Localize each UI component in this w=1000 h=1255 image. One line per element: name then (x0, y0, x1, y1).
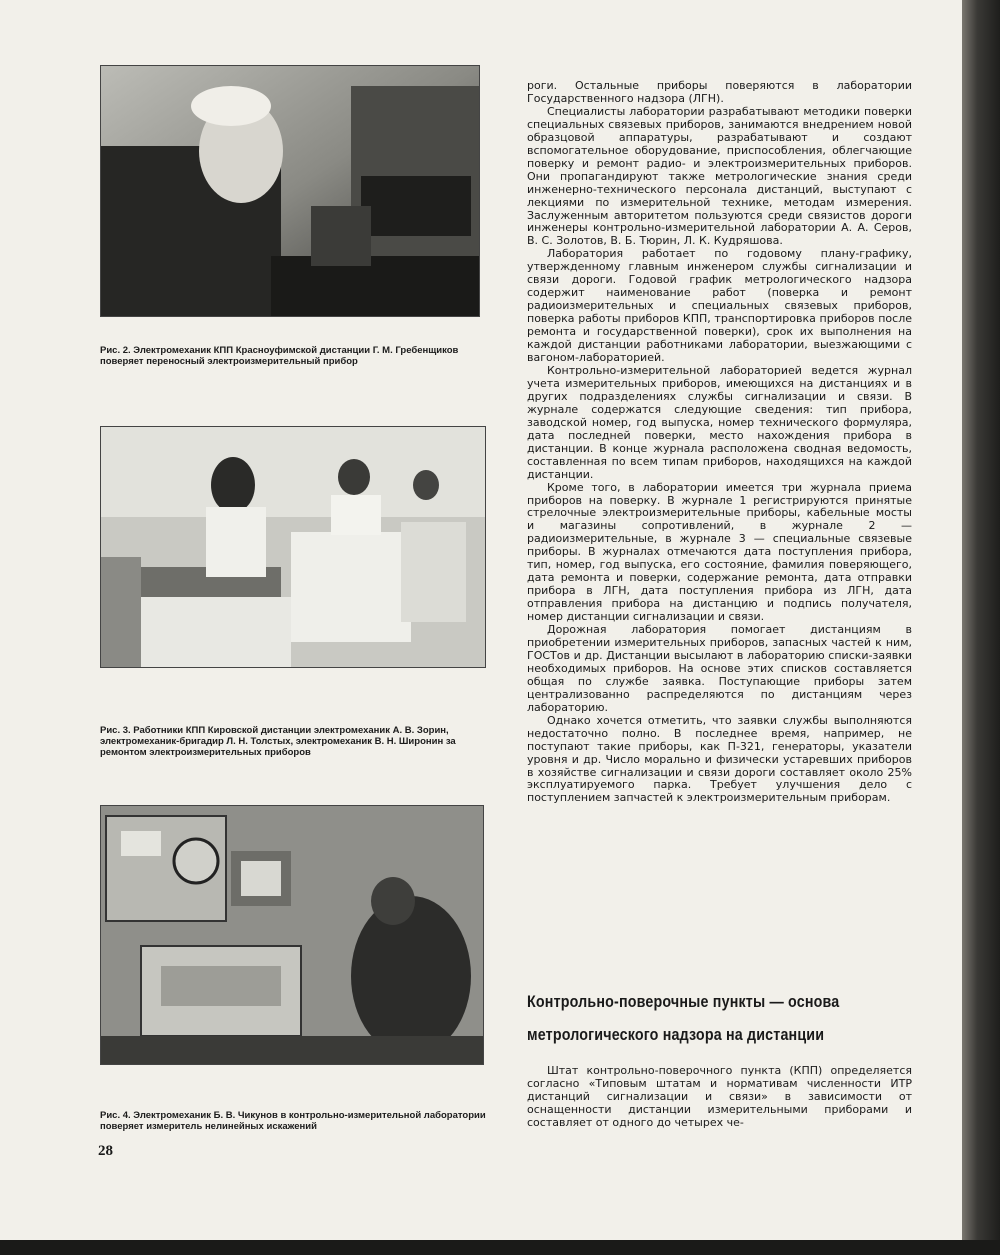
photo-figure-4 (100, 805, 484, 1065)
section-heading-line-1: Контрольно-поверочные пункты — основа (527, 992, 840, 1011)
paragraph: Штат контрольно-поверочного пункта (КПП) определяется согласно «Типовым штатам и нормативам численности ИТР дистанций сигнализации и связи» в зависимости от оснащенности дистанции измерительными приборами и составляет от одного до четырех че- (527, 1064, 912, 1129)
paragraph: Лаборатория работает по годовому плану-графику, утвержденному главным инженером службы сигнализации и связи дороги. Годовой график метрологического надзора содержит наименование работ (поверка и ремонт радиоизмерительных и специальных связевых приборов, поверка работы приборов КПП, транспортировка приборов после ремонта и государственной поверки), срок их выполнения на каждой дистанции работниками лаборатории, выезжающими с вагоном-лабораторией. (527, 247, 912, 365)
paragraph: Кроме того, в лаборатории имеется три журнала приема приборов на поверку. В журнале 1 регистрируются принятые стрелочные электроизмерительные приборы, кабельные мосты и магазины сопротивлений, в журнале 2 — радиоизмерительные, в журнале 3 — специальные связевые приборы. В журналах отмечаются дата поступления прибора, тип, номер, год выпуска, его состояние, фамилия поверяющего, дата ремонта и поверки, содержание ремонта, дата отправки прибора в ЛГН, дата поступления прибора из ЛГН, дата отправления прибора на дистанцию и подпись получателя, номер дистанции сигнализации и связи. (527, 480, 912, 624)
photo-figure-3 (100, 426, 486, 668)
figure-4-caption: Рис. 4. Электромеханик Б. В. Чикунов в контрольно-измерительной лаборатории поверяет измеритель нелинейных искажений (100, 1110, 486, 1132)
page-binding-edge (962, 0, 1000, 1255)
figure-3-caption: Рис. 3. Работники КПП Кировской дистанции электромеханик А. В. Зорин, электромеханик-бригадир Л. Н. Толстых, электромеханик В. Н. Широнин за ремонтом электроизмерительных приборов (100, 725, 456, 758)
page-number: 28 (98, 1143, 113, 1159)
paragraph: Специалисты лаборатории разрабатывают методики поверки специальных связевых приборов, занимаются внедрением новой образцовой аппаратуры, разрабатывают и создают вспомогательное оборудование, приспособления, облегчающие поверку и ремонт радио- и электроизмерительных приборов. Они пропагандируют также метрологические знания среди инженерно-технического персонала дистанций, выступают с лекциями по измерительной технике, методам измерения. Заслуженным авторитетом пользуются среди связистов дороги инженеры контрольно-измерительной лаборатории А. А. Серов, В. С. Золотов, В. Б. Тюрин, Л. К. Кудряшова. (527, 104, 912, 248)
section-heading (527, 985, 850, 1051)
paragraph: Дорожная лаборатория помогает дистанциям в приобретении измерительных приборов, запасных частей к ним, ГОСТов и др. Дистанции высылают в лабораторию списки-заявки необходимых приборов. На основе этих списков составляется общая по службе заявка. Поступающие приборы затем централизованно распределяются по дистанциям через лабораторию. (527, 623, 912, 714)
page-bottom-edge (0, 1240, 1000, 1255)
new-article-intro (527, 1065, 912, 1130)
paragraph: роги. Остальные приборы поверяются в лаборатории Государственного надзора (ЛГН). (527, 79, 912, 105)
article-column (527, 80, 912, 805)
figure-2-caption: Рис. 2. Электромеханик КПП Красноуфимской дистанции Г. М. Гребенщиков поверяет переносный электроизмерительный прибор (100, 345, 459, 367)
paragraph: Контрольно-измерительной лабораторией ведется журнал учета измерительных приборов, имеющихся на дистанциях и в других подразделениях службы сигнализации и связи. В журнале содержатся следующие сведения: тип прибора, заводской номер, год выпуска, номер технического формуляра, дата последней поверки, место нахождения прибора в дистанции. В конце журнала расположена сводная ведомость, составленная по всем типам приборов, находящихся на каждой дистанции. (527, 363, 912, 481)
section-heading-line-2: метрологического надзора на дистанции (527, 1025, 825, 1044)
paragraph: Однако хочется отметить, что заявки службы выполняются недостаточно полно. В последнее время, например, не поступают такие приборы, как П-321, генераторы, указатели уровня и др. Число морально и физически устаревших приборов в хозяйстве сигнализации и связи дороги составляет около 25% эксплуатируемого парка. Требует улучшения дело с поступлением запчастей к электроизмерительным приборам. (527, 713, 912, 805)
photo-figure-2 (100, 65, 480, 317)
